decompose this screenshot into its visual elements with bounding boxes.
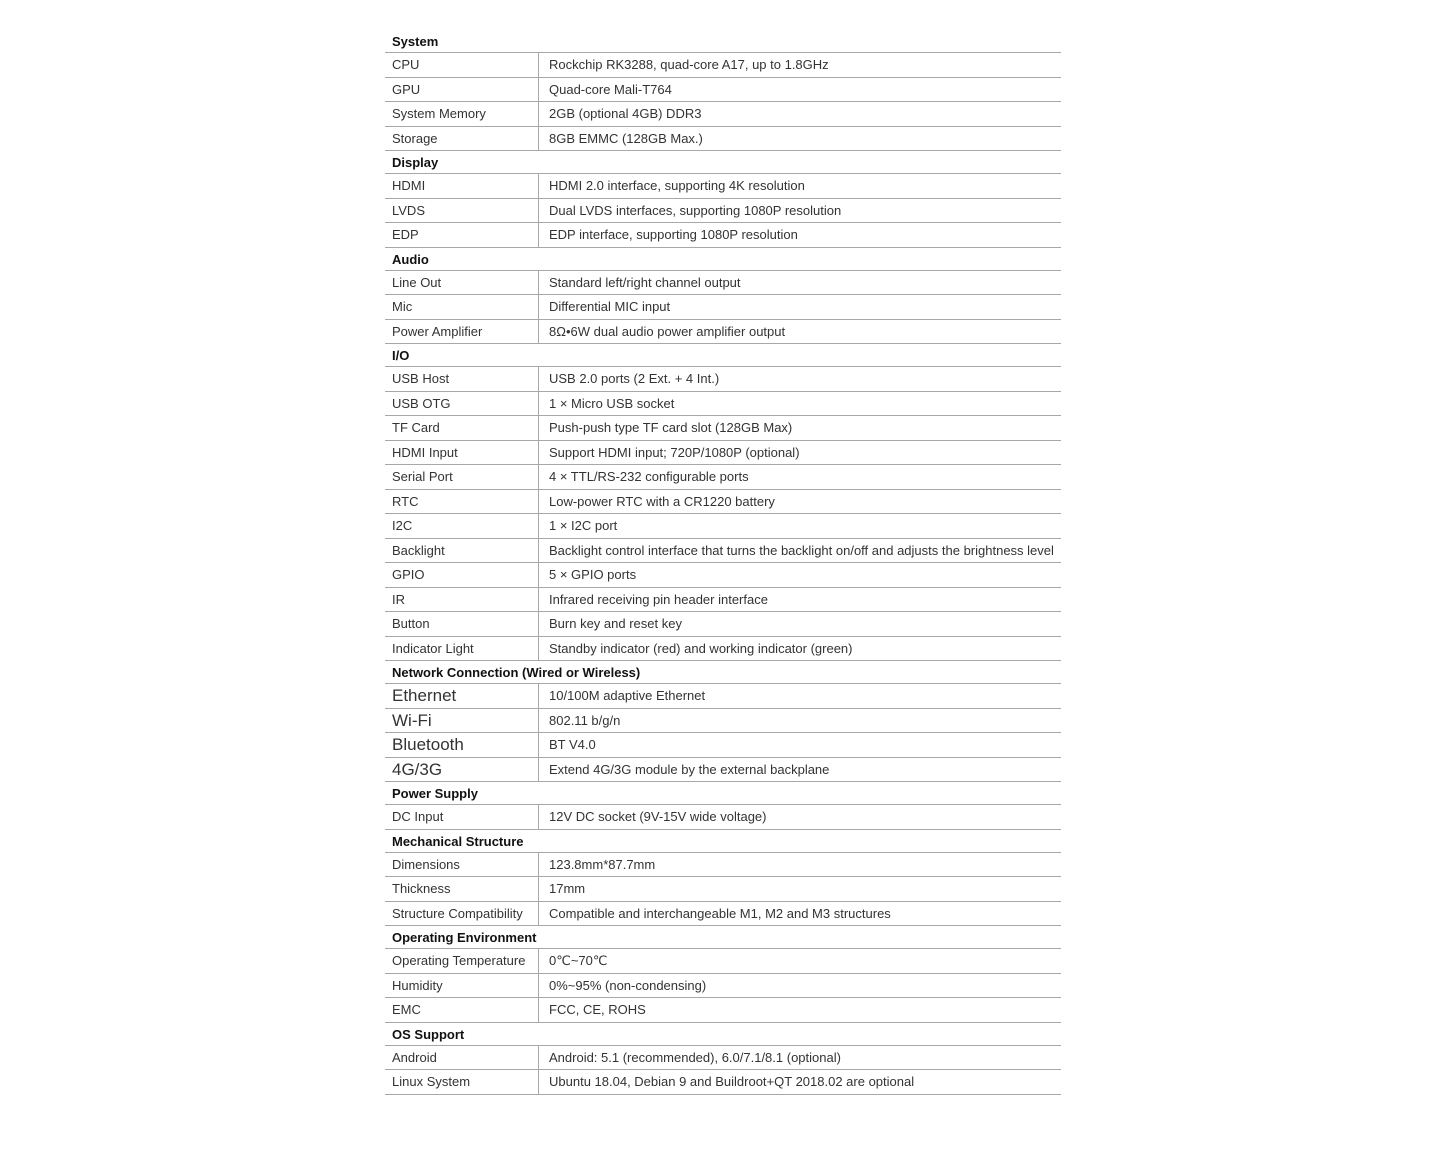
table-row: [385, 588, 1061, 613]
spec-label: Mic: [385, 295, 539, 319]
table-row: [385, 949, 1061, 974]
table-row: [385, 539, 1061, 564]
spec-value: 1 × I2C port: [549, 518, 618, 533]
table-row: [385, 465, 1061, 490]
spec-label: I2C: [385, 514, 539, 538]
spec-label: HDMI: [385, 174, 539, 198]
spec-value: 2GB (optional 4GB) DDR3: [549, 106, 702, 121]
table-row: [385, 684, 1061, 709]
spec-value: Backlight control interface that turns the backlight on/off and adjusts the brightness level: [549, 542, 1054, 558]
table-row: [385, 78, 1061, 103]
spec-value: Differential MIC input: [549, 299, 671, 314]
spec-value: EDP interface, supporting 1080P resolution: [549, 227, 798, 242]
spec-label: EMC: [385, 998, 539, 1022]
spec-label: CPU: [385, 53, 539, 77]
spec-value: USB 2.0 ports (2 Ext. + 4 Int.): [549, 371, 720, 386]
spec-label: USB Host: [385, 367, 539, 391]
section-title: OS Support: [385, 1023, 1061, 1046]
spec-label: Line Out: [385, 271, 539, 295]
spec-label: Bluetooth: [385, 733, 539, 757]
table-row: [385, 998, 1061, 1023]
table-row: [385, 416, 1061, 441]
table-row: [385, 974, 1061, 999]
spec-value: 8GB EMMC (128GB Max.): [549, 130, 703, 146]
table-row: [385, 392, 1061, 417]
spec-value: 8Ω•6W dual audio power amplifier output: [549, 323, 786, 339]
spec-value: Standard left/right channel output: [549, 274, 741, 290]
table-row: [385, 902, 1061, 927]
spec-label: GPIO: [385, 563, 539, 587]
section-title: Operating Environment: [385, 926, 1061, 949]
spec-value: 10/100M adaptive Ethernet: [549, 688, 706, 703]
section-title: Mechanical Structure: [385, 830, 1061, 853]
table-row: [385, 271, 1061, 296]
spec-value: 0%~95% (non-condensing): [549, 977, 707, 993]
spec-label: Backlight: [385, 539, 539, 563]
spec-value: Infrared receiving pin header interface: [549, 591, 768, 607]
spec-value: Support HDMI input; 720P/1080P (optional): [549, 444, 800, 460]
spec-value: Android: 5.1 (recommended), 6.0/7.1/8.1 (optional): [549, 1049, 841, 1065]
table-row: [385, 102, 1061, 127]
table-row: [385, 612, 1061, 637]
spec-label: EDP: [385, 223, 539, 247]
spec-value: 802.11 b/g/n: [549, 712, 621, 728]
section-title: System: [385, 30, 1061, 53]
spec-table: [385, 30, 1061, 1095]
spec-label: LVDS: [385, 199, 539, 223]
spec-value: Rockchip RK3288, quad-core A17, up to 1.8GHz: [549, 57, 829, 72]
table-row: [385, 295, 1061, 320]
spec-label: Storage: [385, 127, 539, 151]
table-row: [385, 490, 1061, 515]
spec-label: Humidity: [385, 974, 539, 998]
spec-label: Indicator Light: [385, 637, 539, 661]
spec-label: 4G/3G: [385, 758, 539, 782]
spec-label: Dimensions: [385, 853, 539, 877]
spec-label: IR: [385, 588, 539, 612]
section-title: I/O: [385, 344, 1061, 367]
spec-label: DC Input: [385, 805, 539, 829]
spec-value: 0℃~70℃: [549, 953, 608, 968]
spec-label: Android: [385, 1046, 539, 1070]
table-row: [385, 1046, 1061, 1071]
spec-label: Ethernet: [385, 684, 539, 708]
spec-label: Wi-Fi: [385, 709, 539, 733]
table-row: [385, 709, 1061, 734]
section-title: Power Supply: [385, 782, 1061, 805]
spec-value: 123.8mm*87.7mm: [549, 856, 656, 872]
section-title: Display: [385, 151, 1061, 174]
spec-value: Dual LVDS interfaces, supporting 1080P resolution: [549, 202, 842, 218]
spec-value: 5 × GPIO ports: [549, 567, 637, 582]
section-title: Network Connection (Wired or Wireless): [385, 661, 1061, 684]
section-title: Audio: [385, 248, 1061, 271]
table-row: [385, 758, 1061, 783]
spec-value: HDMI 2.0 interface, supporting 4K resolution: [549, 178, 805, 193]
spec-label: Structure Compatibility: [385, 902, 539, 926]
table-row: [385, 1070, 1061, 1095]
table-row: [385, 53, 1061, 78]
table-row: [385, 637, 1061, 662]
table-row: [385, 174, 1061, 199]
spec-label: Serial Port: [385, 465, 539, 489]
spec-value: 4 × TTL/RS-232 configurable ports: [549, 469, 749, 484]
spec-label: Power Amplifier: [385, 320, 539, 344]
spec-value: Ubuntu 18.04, Debian 9 and Buildroot+QT 2018.02 are optional: [549, 1074, 915, 1089]
spec-label: USB OTG: [385, 392, 539, 416]
spec-label: Thickness: [385, 877, 539, 901]
spec-value: 17mm: [549, 881, 586, 896]
table-row: [385, 223, 1061, 248]
spec-label: TF Card: [385, 416, 539, 440]
spec-value: Standby indicator (red) and working indicator (green): [549, 640, 853, 656]
table-row: [385, 441, 1061, 466]
table-row: [385, 320, 1061, 345]
table-row: [385, 367, 1061, 392]
table-row: [385, 127, 1061, 152]
spec-label: Operating Temperature: [385, 949, 539, 973]
spec-value: Push-push type TF card slot (128GB Max): [549, 420, 793, 435]
spec-value: Quad-core Mali-T764: [549, 81, 672, 97]
spec-label: Linux System: [385, 1070, 539, 1094]
spec-label: System Memory: [385, 102, 539, 126]
spec-value: Low-power RTC with a CR1220 battery: [549, 493, 775, 509]
table-row: [385, 199, 1061, 224]
table-row: [385, 805, 1061, 830]
spec-label: Button: [385, 612, 539, 636]
spec-label: RTC: [385, 490, 539, 514]
spec-value: BT V4.0: [549, 737, 596, 752]
table-row: [385, 853, 1061, 878]
spec-value: 1 × Micro USB socket: [549, 395, 675, 411]
table-row: [385, 514, 1061, 539]
spec-value: Extend 4G/3G module by the external backplane: [549, 761, 830, 777]
spec-value: FCC, CE, ROHS: [549, 1002, 646, 1017]
spec-value: 12V DC socket (9V-15V wide voltage): [549, 809, 767, 824]
table-row: [385, 733, 1061, 758]
spec-value: Burn key and reset key: [549, 616, 682, 631]
table-row: [385, 877, 1061, 902]
table-row: [385, 563, 1061, 588]
spec-label: GPU: [385, 78, 539, 102]
spec-value: Compatible and interchangeable M1, M2 and M3 structures: [549, 905, 891, 921]
spec-label: HDMI Input: [385, 441, 539, 465]
